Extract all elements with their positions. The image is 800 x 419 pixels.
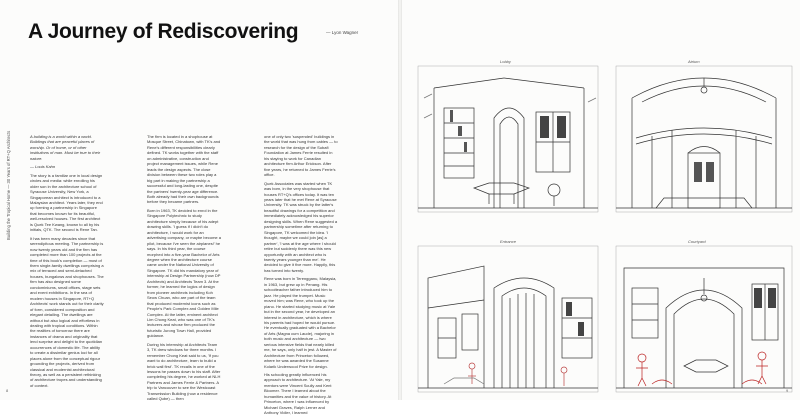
paragraph: one of only two 'suspended' buildings in the world that was hung from cables — to research for the design of the Subafi Foundation at James Ferrie resulted in his staying to work for Canadian architecture firm Arthur Erickson. After five years, he returned to James Ferrie's office. xyxy=(264,134,338,178)
sketch-hall xyxy=(414,58,602,216)
sketch-gate xyxy=(414,238,602,396)
spine-running-head: Building the Tropical Home — 30 Years of RT+Q Architects xyxy=(6,130,11,240)
sketch-caption: Courtyard xyxy=(688,239,706,244)
page-number-left: 8 xyxy=(6,388,9,393)
text-column-3 xyxy=(264,134,338,419)
paragraph: Rene was born in Terengganu, Malaysia, in 1963, but grew up in Penang. His schoolteacher father introduced him to jazz. He played the trumpet. Music moved him; was Rene, who took up the piano. He started studying music at Yale but in the second year, he developed an interest in architecture, which is where his parents had hoped he would pursue. He eventually graduated with a Bachelor of Arts (Magna cum Laude), majoring in both music and architecture — two serious intensive fields that nearly killed me, he says, only half in jest. A Master of Architecture from Princeton followed, where he was awarded the Susanne Kolarik Underwood Prize for design. xyxy=(264,276,337,369)
page-title: A Journey of Rediscovering xyxy=(28,20,299,43)
byline: — Lyon Wagner xyxy=(326,30,359,35)
paragraph: His schooling greatly influenced his approach to architecture. 'At Yale, my mentors were Vincent Scully and Kent Bloomer. There I learned about the humanities and the value of history. At Princeton, where I was influenced by Michael Graves, Ralph Lerner and Anthony Vidler, I learned xyxy=(264,372,332,416)
text-column-1 xyxy=(30,134,104,391)
paragraph: The story is a familiar one in local design circles and media: while enrolling his older son in the architecture school of Syracuse University, New York, a Singaporean architect is introduced to a Malaysian architect. Years later, they end up forming a partnership in Singapore that becomes known for its beautiful, well-resolved houses. The first architect is Quek Tee Kwang, known to all by his initials, QTK. The second is Rene Tan. xyxy=(30,172,103,233)
paragraph: It has been many decades since that serendipitous meeting. The partnership is now twenty years old and the firm has completed more than 100 projects at the time of this book's completion — most of them single-family dwellings comprising a mix of terraced and semi-detached houses, bungalows and shophouses. The firm has also designed some condominiums, small offices, stage sets and event exhibitions. In the sea of modern houses in Singapore, RT+Q Architects' work stands out for their clarity of form, considered composition and elegant detailing. The dwellings are without but also logical and effortless in dealing with tropical conditions. Within the realities of tomorrow there are instances of drama and originality that lend surprise and delight to the quotidian occurrences of domestic life. The ability to create a dissimilar genius loci for all places alone from the conceptual rigour grounding the projects, derived from classical and modernist architectural theory, as well as a persistent rethinking of architecture tropes and understanding of context. xyxy=(30,235,104,388)
epigraph-attribution: — Louis Kahn xyxy=(30,164,56,170)
page-number-right: 9 xyxy=(786,388,789,393)
sketch-caption: Lobby xyxy=(500,59,511,64)
paragraph: The firm is located in a shophouse at Mosque Street, Chinatown, with TK's and Rene's different responsibilities clearly defined. TK works together with the staff on administrative, construction and project management issues, while Rene leads the design aspects. The close division between these two roles play a big part in making the partnership a successful and long-lasting one, despite the partners' twenty-year age difference. Both already had their own backgrounds before they became partners. xyxy=(147,134,221,205)
sketch-caption: Atrium xyxy=(688,59,700,64)
paragraph: Quek Associates was started when TK was born, in the very shophouse that houses RT+Q's offices today. It was ten years later that he met Rene at Syracuse University. TK was struck by the latter's beautiful drawings for a competition and immediately acknowledged his superior designing skills. When Rene suggested a partnership sometime after returning to Singapore, TK welcomed the idea. 'I thought, maybe we could join [as] a partner', 'I was at the age where I should retire but suddenly there was this new opportunity with an architect who is twenty years younger than me'. He decided to give it five more. Happily, this has turned into twenty. xyxy=(264,180,338,273)
paragraph: During his internship at Architects Team 3, TK drew windows for three months. I remember Chong Keat said to us, 'If you want to do architecture, learn to build a brick wall first'. TK recalls in one of the lessons he passes down to his staff. After completing his degree, he worked at NLH Partners and James Ferrie & Partners. A trip to Vancouver to see the Westcoast Transmission Building (now a residence called Qube) — then xyxy=(147,341,221,402)
sketch-caption: Entrance xyxy=(500,239,517,244)
paragraph: Born in 1963, TK decided to enrol in the Singapore Polytechnic to study architecture simply because of his adept drawing skills. 'I guess if I didn't do architecture, I would work for an advertising company, or maybe become a pilot, because I've seen the airplanes!' he says. In his third year, the course morphed into a five-year Bachelor of Arts degree when the architecture course came under the National University of Singapore. TK did his mandatory year of internship at Design Partnership (now DP Architects) and Architects Team 3. At the former, he learned the logics of design from pioneer architects including Koh Seow Chuan, who are part of the team that produced modernist icons such as People's Park Complex and Golden Mile Complex. At the latter, eminent architect Lim Chong Keat, who was one of TK's lecturers and whose firm produced the futuristic Jurong Town Hall, provided guidance. xyxy=(147,207,221,339)
sketch-dome xyxy=(612,58,796,216)
sketch-court xyxy=(612,238,796,396)
text-column-2 xyxy=(147,134,221,405)
epigraph-quote: A building is a world within a world. Buildings that are peaceful places of worship. Or of home, or of other institutions of man. Must be true to their nature. xyxy=(30,134,101,161)
